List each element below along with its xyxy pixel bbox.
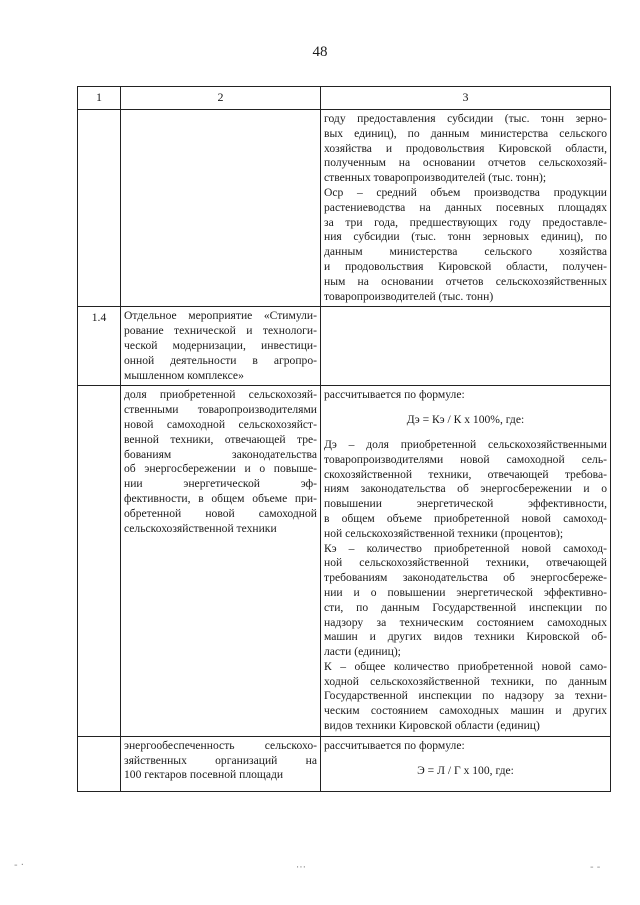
text-line: Оср – средний объем производства продукции — [324, 185, 607, 199]
table-row-energy-indicator — [78, 736, 611, 791]
text-line: требованиям законодательства об энергосбереже- — [324, 571, 607, 585]
text-line: товаропроизводителей (тыс. тонн) — [324, 289, 494, 303]
text-line: фективности, в общем объеме при- — [124, 491, 317, 505]
cell-formula-description — [321, 386, 611, 737]
text-line: надзору за техническим состоянием самоходных — [324, 615, 607, 629]
text-line: полученным на основании отчетов сельскохозяй- — [324, 156, 607, 170]
text-line: товаропроизводителями новой самоходной сель- — [324, 452, 607, 466]
scan-artifact: ‐ · — [14, 860, 24, 871]
text-line: ческим состоянием самоходных машин и других — [324, 704, 607, 718]
text-line: ласти (единиц); — [324, 645, 401, 659]
row-number: 1.4 — [78, 307, 121, 386]
cell-number-empty — [78, 110, 121, 307]
formula: Дэ = Кэ / К х 100%, где: — [406, 413, 525, 427]
text-line: ственных товаропроизводителей (тыс. тонн); — [324, 171, 547, 185]
text-line: Отдельное мероприятие «Стимули- — [124, 309, 317, 323]
text-line: ным на основании отчетов сельскохозяйственных — [324, 274, 607, 288]
text-line: онной деятельности в агропро- — [124, 353, 317, 367]
text-line: данным министерства сельского хозяйства — [324, 245, 607, 259]
text-line: обретенной новой самоходной — [124, 506, 317, 520]
text-line: в общем объеме приобретенной новой самоход- — [324, 511, 607, 525]
table-row-1-4 — [78, 307, 611, 386]
text-line: энергообеспеченность сельскохо- — [124, 738, 317, 752]
page-number: 48 — [312, 44, 328, 60]
table-row-continuation — [78, 110, 611, 307]
text-line: и продовольствия Кировской области, получен- — [324, 259, 607, 273]
cell-number-empty — [78, 736, 121, 791]
scan-artifact: ‐ ‐ — [590, 862, 601, 873]
formula: Э = Л / Г х 100, где: — [417, 763, 514, 777]
cell-name-empty — [121, 110, 321, 307]
text-line: ной сельскохозяйственной техники, отвечающей — [324, 556, 607, 570]
text-line: году предоставления субсидии (тыс. тонн зерно- — [324, 112, 607, 125]
text-line: скохозяйственной техники, отвечающей требова- — [324, 467, 607, 481]
indicators-table — [77, 86, 611, 792]
text-line: видов техники Кировской области (единиц) — [324, 719, 540, 733]
text-line: ния субсидии (тыс. тонн зерновых единиц), по — [324, 230, 607, 244]
text-line: Государственной инспекции по надзору за техни- — [324, 689, 607, 703]
text-line: зяйственных организаций на — [124, 753, 317, 767]
text-line: нии и о повышении энергетической эффективно- — [324, 585, 607, 599]
cell-formula-description — [321, 736, 611, 791]
formula-intro: рассчитывается по формуле: — [324, 738, 465, 752]
formula-intro: рассчитывается по формуле: — [324, 388, 465, 402]
text-line: ческой модернизации, инвестици- — [124, 338, 317, 352]
text-line: ной сельскохозяйственной техники (процентов); — [324, 526, 564, 540]
text-line: машин и других видов техники Кировской об- — [324, 630, 607, 644]
text-line: растениеводства на данных посевных площадях — [324, 200, 607, 214]
text-line: повышении энергетической эффективности, — [324, 497, 607, 511]
text-line: за три года, предшествующих году предоставле- — [324, 215, 607, 229]
text-line: ственными товаропроизводителями — [124, 403, 317, 417]
text-line: ниям законодательства об энергосбережении и о — [324, 482, 607, 496]
text-line: мышленном комплексе» — [124, 368, 244, 382]
text-line: сельскохозяйственной техники — [124, 521, 277, 535]
text-line: венной техники, отвечающей тре- — [124, 432, 317, 446]
cell-empty — [321, 307, 611, 386]
table-header-row — [78, 87, 611, 110]
text-line: доля приобретенной сельскохозяй- — [124, 388, 317, 402]
text-line: Кэ – количество приобретенной новой самоход- — [324, 541, 607, 555]
cell-number-empty — [78, 386, 121, 737]
text-line: Дэ – доля приобретенной сельскохозяйственными — [324, 437, 607, 451]
text-line: нии энергетической эф- — [124, 477, 317, 491]
cell-formula-continuation — [321, 110, 611, 307]
text-line: бованиям законодательства — [124, 447, 317, 461]
header-cell-1: 1 — [78, 87, 121, 110]
text-line: рование технической и технологи- — [124, 324, 317, 338]
header-cell-2: 2 — [121, 87, 321, 110]
cell-indicator-name — [121, 386, 321, 737]
header-cell-3: 3 — [321, 87, 611, 110]
table-row-share-indicator — [78, 386, 611, 737]
text-line: об энергосбережении и о повыше- — [124, 462, 317, 476]
text-line: К – общее количество приобретенной новой само- — [324, 659, 607, 673]
text-line: хозяйства и продовольствия Кировской области, — [324, 141, 607, 155]
text-line: ходной сельскохозяйственной техники, по данным — [324, 674, 607, 688]
scan-artifact: ⋯ — [296, 862, 306, 873]
text-line: вых единиц), по данным министерства сельского — [324, 126, 607, 140]
text-line: сти, по данным Государственной инспекции по — [324, 600, 607, 614]
text-line: 100 гектаров посевной площади — [124, 768, 284, 782]
cell-measure-name — [121, 307, 321, 386]
text-line: новой самоходной сельскохозяйст- — [124, 417, 317, 431]
cell-indicator-name — [121, 736, 321, 791]
